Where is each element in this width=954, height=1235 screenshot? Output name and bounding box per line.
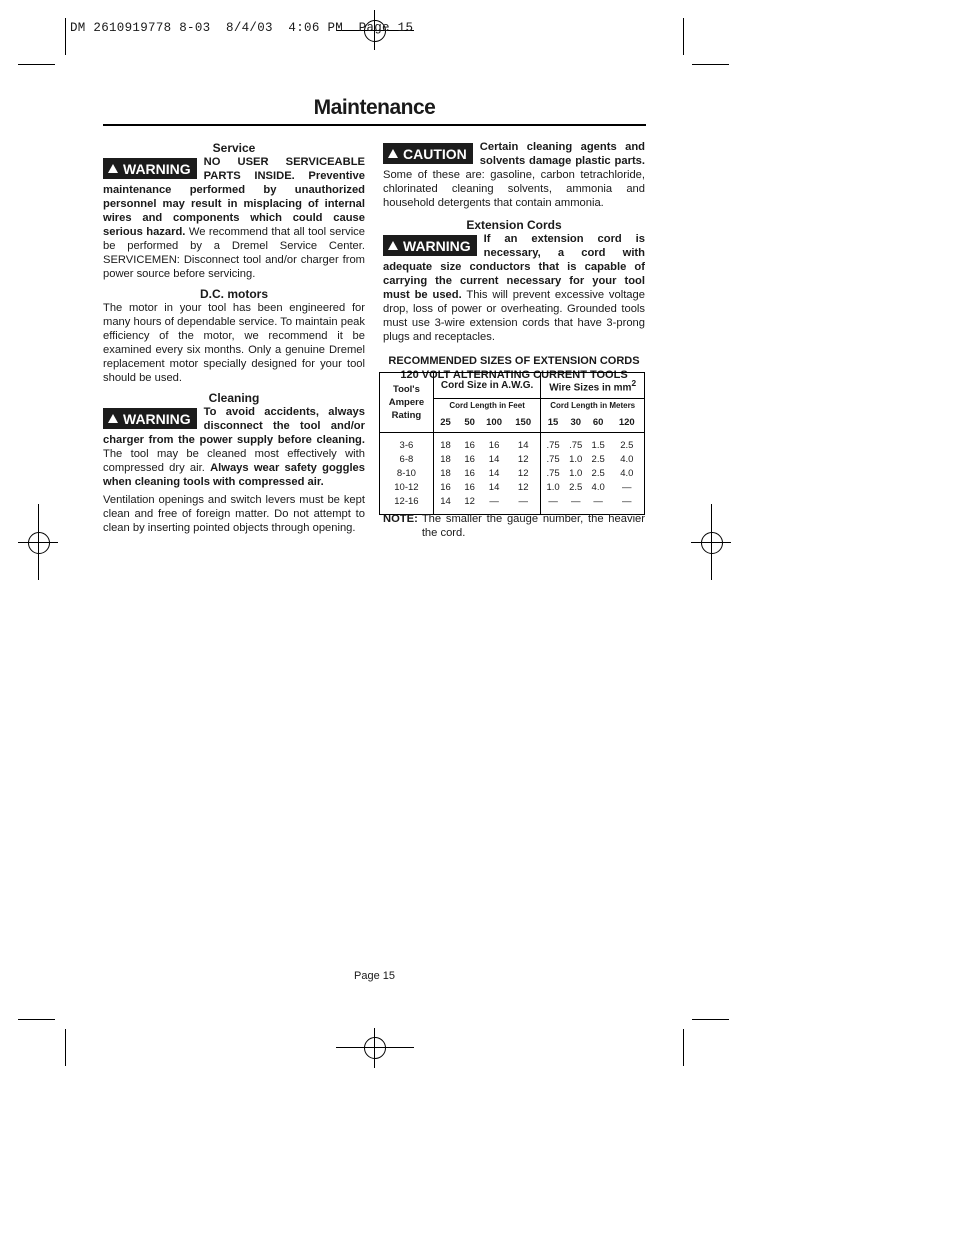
caution-badge: CAUTION [383, 143, 473, 164]
registration-mark-icon [18, 504, 58, 580]
crop-mark [65, 18, 66, 55]
wire-size-header: Wire Sizes in $mm^2$ [541, 373, 645, 399]
warning-triangle-icon [388, 241, 398, 250]
ampere-rating-header: Tool's Ampere Rating [388, 384, 425, 421]
extension-cords-heading: Extension Cords [466, 218, 562, 232]
crop-mark [683, 18, 684, 55]
crop-mark [65, 1029, 66, 1066]
length-header: 30 [570, 416, 582, 428]
length-header: 100 [486, 416, 502, 428]
length-header: 15 [541, 413, 565, 433]
title-rule [103, 124, 646, 126]
service-paragraph: WARNING NO USER SERVICEABLE PARTS INSIDE. Preventive maintenance performed by unauthorized personnel may result in misplacing of internal wires and components which could cause serious hazard. We recommend that all tool service be performed by a Dremel Service Center. SERVICEMEN: Disconnect tool and/or charger from power source before servicing. [103, 156, 365, 280]
note [383, 512, 645, 540]
warning-badge: WARNING [383, 235, 477, 256]
printer-slug-line: DM 2610919778 8-03 8/4/03 4:06 PM Page 15 [70, 21, 414, 35]
table-row: 3-6 18 16 16 14 .75 .75 1.5 2.5 [399, 440, 634, 451]
registration-mark-icon [336, 1028, 414, 1068]
feet-subheader: Cord Length in Feet [433, 399, 541, 413]
page-title: Maintenance [313, 96, 436, 119]
awg-header: Cord Size in A.W.G. [433, 373, 541, 399]
table-title-line-1: RECOMMENDED SIZES OF EXTENSION CORDS [388, 355, 640, 367]
warning-triangle-icon [388, 149, 398, 158]
length-header: 50 [464, 416, 475, 428]
table-row: 8-10 18 16 14 12 .75 1.0 2.5 4.0 [396, 468, 634, 479]
note-label: NOTE: [383, 513, 418, 525]
crop-mark [692, 64, 729, 65]
caution-paragraph: CAUTION Certain cleaning agents and solvents damage plastic parts. Some of these are: gasoline, carbon tetrachloride, chlorinated cleaning solvents, ammonia and household detergents that contain ammonia. [383, 141, 645, 209]
length-header: 60 [592, 416, 604, 428]
crop-mark [692, 1019, 729, 1020]
crop-mark [18, 1019, 55, 1020]
meters-subheader: Cord Length in Meters [541, 399, 645, 413]
left-column [103, 141, 365, 535]
table-row: 6-8 18 16 14 12 .75 1.0 2.5 4.0 [399, 454, 634, 465]
extension-cord-table [379, 372, 645, 515]
page-number: Page 15 [354, 970, 395, 982]
warning-triangle-icon [108, 414, 118, 423]
dc-motors-paragraph: The motor in your tool has been engineered for many hours of dependable service. To maintain peak efficiency of the motor, we recommend it be examined every six months. Only a genuine Dremel replacement motor specially designed for your tool should be used. [103, 302, 365, 384]
table-row: 10-12 16 16 14 12 1.0 2.5 4.0 — [394, 482, 632, 493]
length-header: 150 [515, 416, 532, 428]
warning-triangle-icon [108, 164, 118, 173]
note-text: The smaller the gauge number, the heavier the cord. [421, 513, 645, 539]
right-column [383, 140, 645, 382]
warning-badge: WARNING [103, 158, 197, 179]
cleaning-paragraph: WARNING To avoid accidents, always disconnect the tool and/or charger from the power supply before cleaning. The tool may be cleaned most effectively with compressed dry air. Always wear safety goggles when cleaning tools with compressed air. [103, 406, 365, 488]
extension-cords-paragraph: WARNING If an extension cord is necessary, a cord with adequate size conductors that is capable of carrying the current necessary for your tool must be used. This will prevent excessive voltage drop, loss of power or overheating. Grounded tools must use 3-wire extension cords that have 3-prong plugs and receptacles. [383, 233, 645, 343]
length-header: 120 [618, 416, 635, 428]
registration-mark-icon [691, 504, 731, 580]
dc-motors-heading: D.C. motors [199, 287, 268, 301]
warning-badge: WARNING [103, 408, 197, 429]
crop-mark [18, 64, 55, 65]
table-title-line-2: 120 VOLT ALTERNATING CURRENT TOOLS [400, 369, 628, 381]
cleaning-paragraph-2: Ventilation openings and switch levers must be kept clean and free of foreign matter. Do not attempt to clean by inserting pointed objects through opening. [103, 494, 365, 534]
service-heading: Service [212, 141, 256, 155]
crop-mark [683, 1029, 684, 1066]
length-header: 25 [433, 413, 457, 433]
cleaning-heading: Cleaning [208, 391, 260, 405]
table-row: 12-16 14 12 — — — — — — [394, 496, 632, 507]
